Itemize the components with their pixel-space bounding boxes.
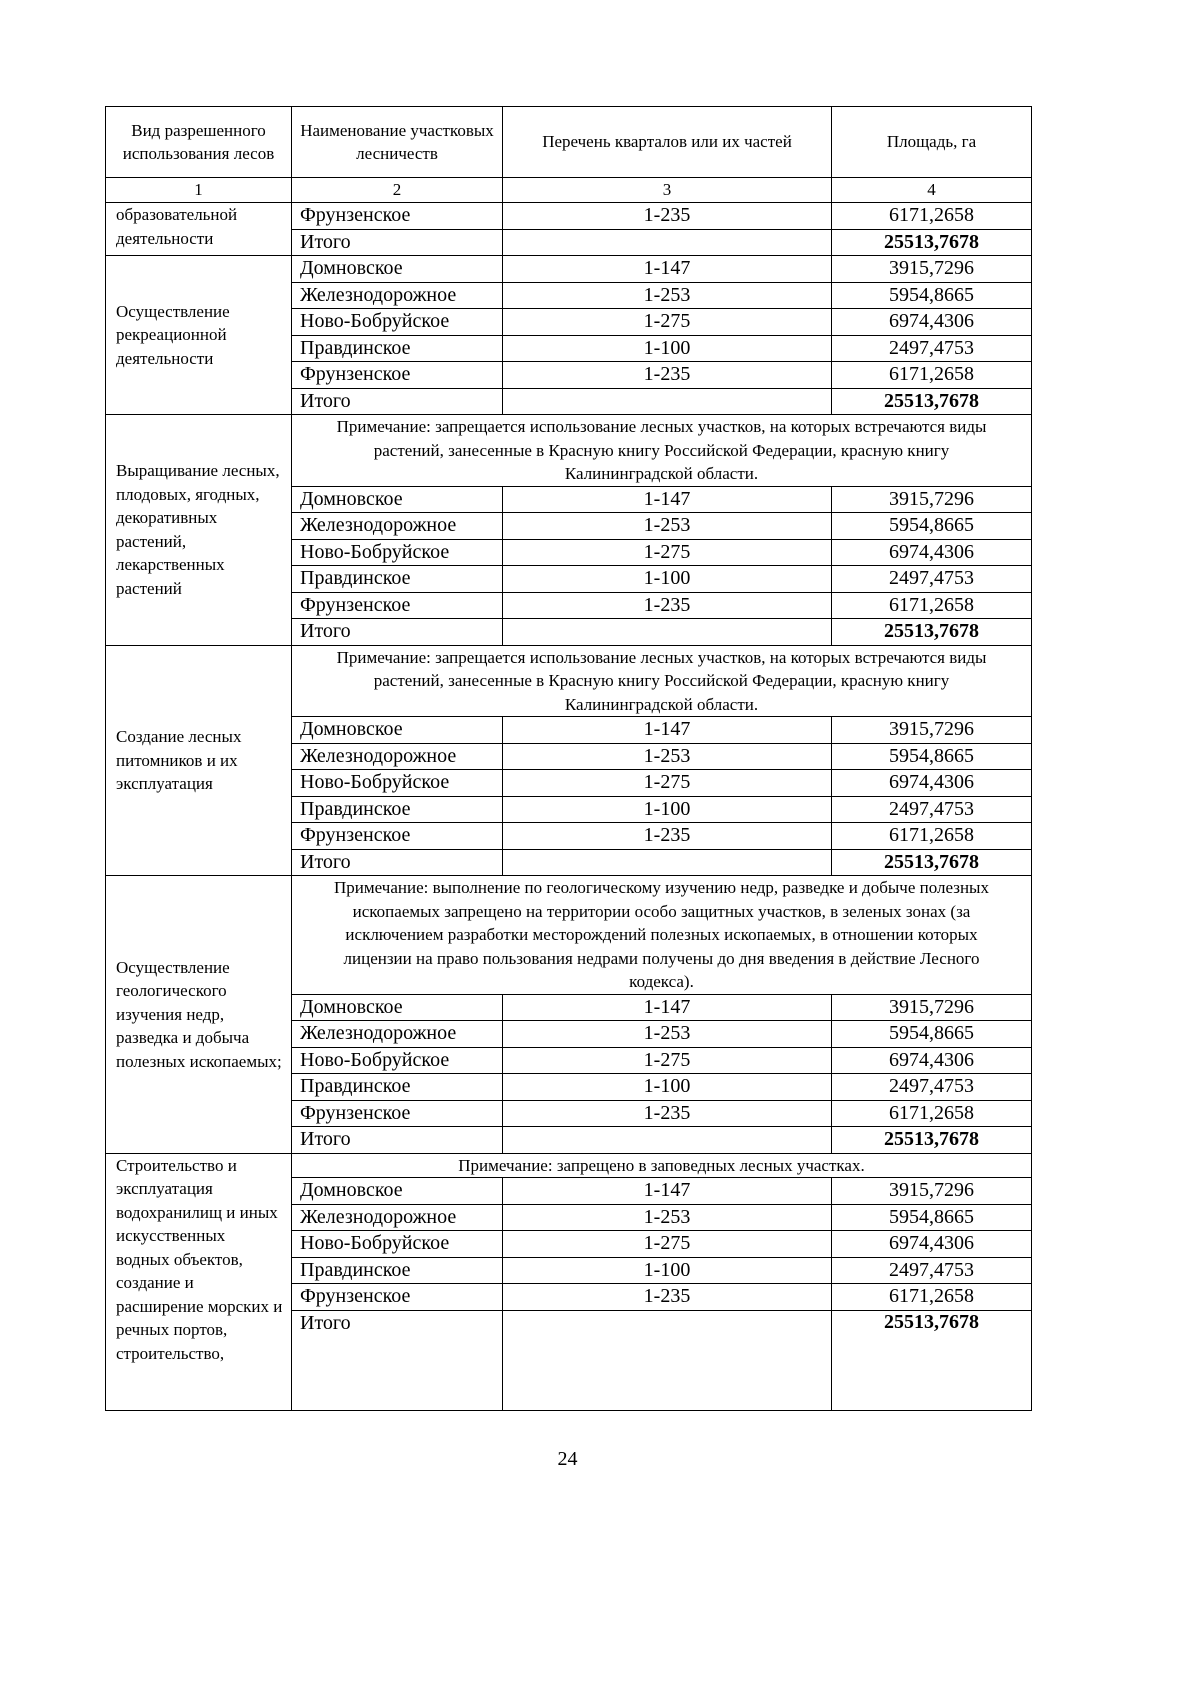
quarters-cell: 1-100 [503, 796, 832, 823]
quarters-cell: 1-147 [503, 717, 832, 744]
quarters-cell: 1-100 [503, 335, 832, 362]
column-number: 1 [106, 178, 292, 203]
area-cell: 3915,7296 [832, 994, 1032, 1021]
area-cell: 5954,8665 [832, 1204, 1032, 1231]
quarters-cell: 1-235 [503, 592, 832, 619]
forestry-name-cell: Домновское [292, 256, 503, 283]
quarters-cell: 1-275 [503, 539, 832, 566]
column-number: 3 [503, 178, 832, 203]
quarters-cell: 1-235 [503, 823, 832, 850]
forestry-name-cell: Домновское [292, 486, 503, 513]
use-type-cell: образовательной деятельности [106, 203, 292, 256]
area-cell: 5954,8665 [832, 282, 1032, 309]
quarters-cell: 1-235 [503, 203, 832, 230]
area-cell: 2497,4753 [832, 335, 1032, 362]
quarters-cell: 1-275 [503, 1231, 832, 1258]
page-number: 24 [557, 1448, 578, 1470]
table-row [106, 203, 1032, 230]
quarters-cell: 1-275 [503, 309, 832, 336]
area-cell: 6974,4306 [832, 539, 1032, 566]
quarters-cell: 1-275 [503, 770, 832, 797]
quarters-cell: 1-253 [503, 513, 832, 540]
use-type-cell: Строительство и эксплуатация водохранилищ и иных искусственных водных объектов, создание и расширение морских и речных портов, строительство, [106, 1153, 292, 1410]
area-cell: 6171,2658 [832, 1284, 1032, 1311]
note-cell: Примечание: выполнение по геологическому изучению недр, разведке и добыче полезных ископаемых запрещено на территории особо защитных участков, в зеленых зонах (за исключением разработки месторождений полезных ископаемых, в отношении которых лицензии на право пользования недрами получены до дня введения в действие Лесного кодекса). [292, 876, 1032, 995]
area-cell: 25513,7678 [832, 849, 1032, 876]
area-cell: 6171,2658 [832, 592, 1032, 619]
forestry-name-cell: Правдинское [292, 796, 503, 823]
quarters-cell: 1-253 [503, 743, 832, 770]
note-cell: Примечание: запрещено в заповедных лесных участках. [292, 1153, 1032, 1178]
forestry-name-cell: Фрунзенское [292, 362, 503, 389]
forestry-name-cell: Домновское [292, 994, 503, 1021]
area-cell: 5954,8665 [832, 1021, 1032, 1048]
note-row [106, 876, 1032, 995]
forestry-name-cell: Ново-Бобруйское [292, 770, 503, 797]
column-number: 2 [292, 178, 503, 203]
forestry-name-cell: Ново-Бобруйское [292, 1231, 503, 1258]
forestry-name-cell: Правдинское [292, 1074, 503, 1101]
quarters-cell: 1-147 [503, 256, 832, 283]
forestry-name-cell: Итого [292, 1310, 503, 1410]
header-quarters: Перечень кварталов или их частей [503, 107, 832, 178]
forestry-name-cell: Итого [292, 229, 503, 256]
quarters-cell: 1-275 [503, 1047, 832, 1074]
header-forestry-name: Наименование участковых лесничеств [292, 107, 503, 178]
quarters-cell [503, 1310, 832, 1410]
forestry-name-cell: Ново-Бобруйское [292, 309, 503, 336]
quarters-cell [503, 619, 832, 646]
forestry-name-cell: Домновское [292, 717, 503, 744]
quarters-cell: 1-235 [503, 1284, 832, 1311]
quarters-cell: 1-235 [503, 1100, 832, 1127]
area-cell: 25513,7678 [832, 1310, 1032, 1410]
quarters-cell: 1-253 [503, 282, 832, 309]
forestry-name-cell: Домновское [292, 1178, 503, 1205]
forestry-name-cell: Правдинское [292, 335, 503, 362]
area-cell: 2497,4753 [832, 1074, 1032, 1101]
forestry-name-cell: Итого [292, 849, 503, 876]
area-cell: 3915,7296 [832, 717, 1032, 744]
quarters-cell: 1-100 [503, 1074, 832, 1101]
area-cell: 6974,4306 [832, 1047, 1032, 1074]
area-cell: 6974,4306 [832, 309, 1032, 336]
forestry-name-cell: Фрунзенское [292, 1100, 503, 1127]
quarters-cell: 1-100 [503, 1257, 832, 1284]
quarters-cell: 1-147 [503, 486, 832, 513]
forestry-name-cell: Фрунзенское [292, 203, 503, 230]
note-row [106, 645, 1032, 717]
area-cell: 25513,7678 [832, 619, 1032, 646]
forestry-name-cell: Железнодорожное [292, 513, 503, 540]
column-number-row [106, 178, 1032, 203]
forestry-name-cell: Ново-Бобруйское [292, 539, 503, 566]
area-cell: 2497,4753 [832, 566, 1032, 593]
forestry-name-cell: Фрунзенское [292, 1284, 503, 1311]
forestry-name-cell: Фрунзенское [292, 592, 503, 619]
header-use-type: Вид разрешенного использования лесов [106, 107, 292, 178]
quarters-cell: 1-147 [503, 1178, 832, 1205]
quarters-cell: 1-253 [503, 1204, 832, 1231]
area-cell: 3915,7296 [832, 486, 1032, 513]
area-cell: 6171,2658 [832, 1100, 1032, 1127]
quarters-cell [503, 388, 832, 415]
forestry-name-cell: Итого [292, 1127, 503, 1154]
forestry-name-cell: Правдинское [292, 1257, 503, 1284]
area-cell: 2497,4753 [832, 796, 1032, 823]
note-cell: Примечание: запрещается использование лесных участков, на которых встречаются виды растений, занесенные в Красную книгу Российской Федерации, красную книгу Калининградской области. [292, 645, 1032, 717]
forestry-name-cell: Итого [292, 619, 503, 646]
table-row [106, 256, 1032, 283]
forestry-name-cell: Ново-Бобруйское [292, 1047, 503, 1074]
forest-use-table [105, 106, 1032, 1411]
area-cell: 6171,2658 [832, 203, 1032, 230]
area-cell: 25513,7678 [832, 1127, 1032, 1154]
area-cell: 2497,4753 [832, 1257, 1032, 1284]
quarters-cell: 1-235 [503, 362, 832, 389]
area-cell: 5954,8665 [832, 513, 1032, 540]
forestry-name-cell: Железнодорожное [292, 282, 503, 309]
area-cell: 6974,4306 [832, 770, 1032, 797]
forestry-name-cell: Фрунзенское [292, 823, 503, 850]
quarters-cell [503, 229, 832, 256]
quarters-cell: 1-100 [503, 566, 832, 593]
forestry-name-cell: Железнодорожное [292, 1021, 503, 1048]
note-row [106, 415, 1032, 487]
table-header-row [106, 107, 1032, 178]
column-number: 4 [832, 178, 1032, 203]
use-type-cell: Создание лесных питомников и их эксплуатация [106, 645, 292, 876]
quarters-cell: 1-253 [503, 1021, 832, 1048]
area-cell: 5954,8665 [832, 743, 1032, 770]
header-area: Площадь, га [832, 107, 1032, 178]
quarters-cell: 1-147 [503, 994, 832, 1021]
forestry-name-cell: Правдинское [292, 566, 503, 593]
forestry-name-cell: Железнодорожное [292, 1204, 503, 1231]
forestry-name-cell: Железнодорожное [292, 743, 503, 770]
area-cell: 6974,4306 [832, 1231, 1032, 1258]
area-cell: 6171,2658 [832, 823, 1032, 850]
area-cell: 6171,2658 [832, 362, 1032, 389]
area-cell: 25513,7678 [832, 229, 1032, 256]
use-type-cell: Осуществление рекреационной деятельности [106, 256, 292, 415]
use-type-cell: Выращивание лесных, плодовых, ягодных, декоративных растений, лекарственных растений [106, 415, 292, 646]
quarters-cell [503, 1127, 832, 1154]
area-cell: 3915,7296 [832, 256, 1032, 283]
area-cell: 3915,7296 [832, 1178, 1032, 1205]
area-cell: 25513,7678 [832, 388, 1032, 415]
quarters-cell [503, 849, 832, 876]
note-row [106, 1153, 1032, 1178]
use-type-cell: Осуществление геологического изучения недр, разведка и добыча полезных ископаемых; [106, 876, 292, 1154]
note-cell: Примечание: запрещается использование лесных участков, на которых встречаются виды растений, занесенные в Красную книгу Российской Федерации, красную книгу Калининградской области. [292, 415, 1032, 487]
forestry-name-cell: Итого [292, 388, 503, 415]
